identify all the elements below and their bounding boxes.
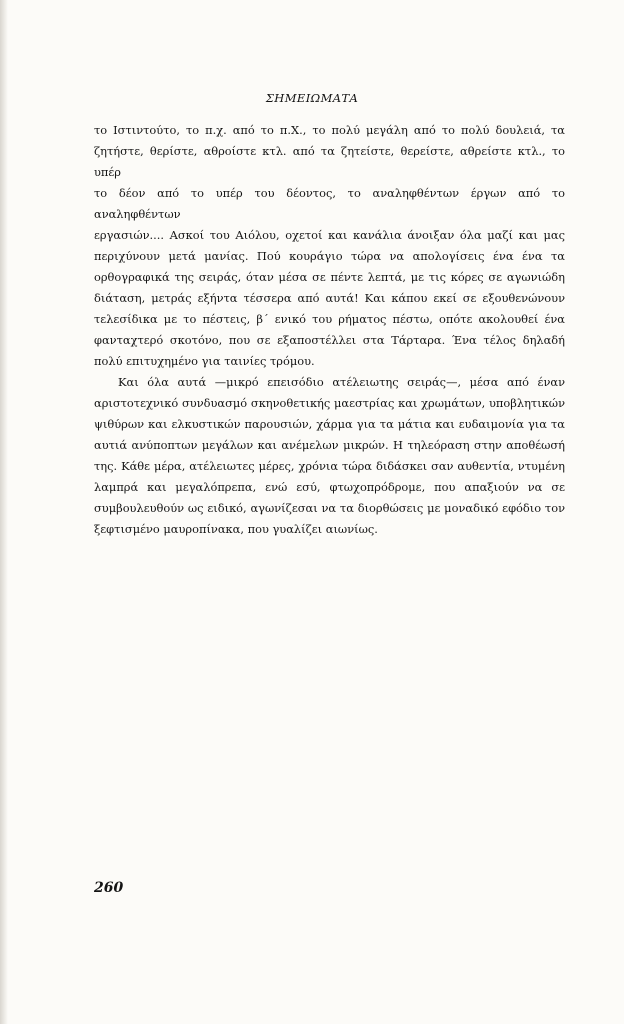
- text-line: αριστοτεχνικό συνδυασμό σκηνοθετικής μαεστρίας και χρωμάτων, υποβλητικών: [94, 396, 565, 410]
- text-line: ξεφτισμένο μαυροπίνακα, που γυαλίζει αιωνίως.: [94, 522, 378, 536]
- text-line: ψιθύρων και ελκυστικών παρουσιών, χάρμα για τα μάτια και ευδαιμονία για τα: [94, 417, 565, 431]
- running-header: ΣΗΜΕΙΩΜΑΤΑ: [265, 91, 359, 105]
- text-line: συμβουλευθούν ως ειδικό, αγωνίζεσαι να τα διορθώσεις με μοναδικό εφόδιο τον: [94, 501, 565, 515]
- text-line: διάταση, μετράς εξήντα τέσσερα από αυτά! Και κάπου εκεί σε εξουθενώνουν: [94, 291, 565, 305]
- text-line: περιχύνουν μετά μανίας. Πού κουράγιο τώρα να απολογίσεις ένα ένα τα: [94, 249, 565, 263]
- text-line: φανταχτερό σκοτόνο, που σε εξαποστέλλει στα Τάρταρα. Ένα τέλος δηλαδή: [94, 333, 565, 347]
- text-line: ζητήστε, θερίστε, αθροίστε κτλ. από τα ζητείστε, θερείστε, αθρείστε κτλ., το υπέρ: [94, 144, 565, 179]
- text-line: Και όλα αυτά —μικρό επεισόδιο ατέλειωτης σειράς—, μέσα από έναν: [118, 375, 565, 389]
- text-line: το δέον από το υπέρ του δέοντος, το αναληφθέντων έργων από το αναληφθέντων: [94, 186, 565, 221]
- text-line: εργασιών.... Ασκοί του Αιόλου, οχετοί και κανάλια άνοιξαν όλα μαζί και μας: [94, 228, 565, 242]
- text-line: αυτιά ανύποπτων μεγάλων και ανέμελων μικρών. Η τηλεόραση στην αποθέωσή: [94, 438, 565, 452]
- text-line: πολύ επιτυχημένο για ταινίες τρόμου.: [94, 354, 315, 368]
- text-line: ορθογραφικά της σειράς, όταν μέσα σε πέντε λεπτά, με τις κόρες σε αγωνιώδη: [94, 270, 565, 284]
- scan-edge-shadow: [0, 0, 8, 1024]
- text-line: τελεσίδικα με το πέστεις, β΄ ενικό του ρήματος πέστω, οπότε ακολουθεί ένα: [94, 312, 565, 326]
- text-line: λαμπρά και μεγαλόπρεπα, ενώ εσύ, φτωχοπρόδρομε, που απαξιούν να σε: [94, 480, 565, 494]
- body-text: [94, 120, 565, 540]
- text-line: της. Κάθε μέρα, ατέλειωτες μέρες, χρόνια τώρα διδάσκει σαν αυθεντία, ντυμένη: [94, 459, 565, 473]
- page-number: 260: [94, 880, 124, 896]
- text-line: το Ιστιντούτο, το π.χ. από το π.Χ., το πολύ μεγάλη από το πολύ δουλειά, τα: [94, 123, 565, 137]
